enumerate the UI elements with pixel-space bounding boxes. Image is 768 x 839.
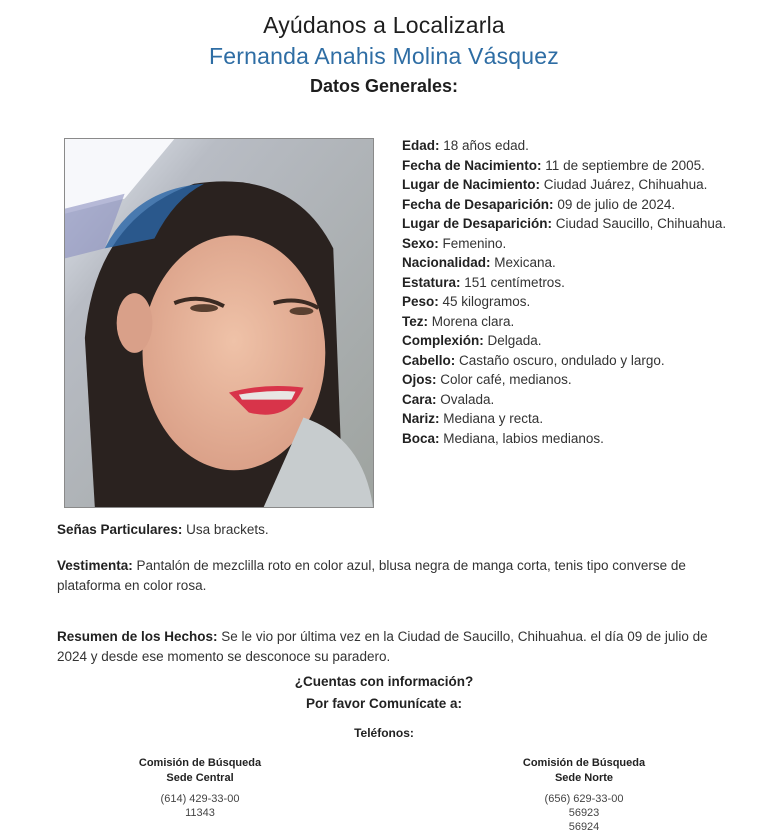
detail-eyes: Ojos: Color café, medianos. (402, 372, 572, 387)
office-north-name: Comisión de Búsqueda Sede Norte (522, 757, 646, 784)
detail-disappearance-place: Lugar de Desaparición: Ciudad Saucillo, Chihuahua. (402, 216, 727, 231)
poster-title: Ayúdanos a Localizarla (263, 12, 505, 38)
clothing-description: Vestimenta: Pantalón de mezclilla roto en color azul, blusa negra de manga corta, tenis tipo converse de plataforma en color rosa. (57, 558, 686, 593)
missing-person-name: Fernanda Anahis Molina Vásquez (209, 43, 559, 69)
detail-nationality: Nacionalidad: Mexicana. (402, 255, 556, 270)
detail-face: Cara: Ovalada. (402, 391, 495, 407)
distinctive-marks: Señas Particulares: Usa brackets. (57, 522, 269, 537)
contact-question: ¿Cuentas con información? (294, 674, 474, 689)
detail-birth-place: Lugar de Nacimiento: Ciudad Juárez, Chihuahua. (402, 177, 708, 192)
phone-extension[interactable]: 56923 (568, 807, 600, 819)
phone-number[interactable]: (656) 629-33-00 (544, 793, 624, 805)
office-north-phones (454, 792, 714, 834)
detail-height: Estatura: 151 centímetros. (402, 274, 565, 290)
detail-age: Edad: 18 años edad. (402, 138, 529, 153)
portrait-image (65, 139, 373, 507)
detail-hair: Cabello: Castaño oscuro, ondulado y largo. (402, 352, 665, 368)
detail-nose: Nariz: Mediana y recta. (402, 411, 544, 426)
detail-weight: Peso: 45 kilogramos. (402, 294, 531, 309)
detail-birth-date: Fecha de Nacimiento: 11 de septiembre de 2005. (402, 157, 705, 173)
phone-extension[interactable]: 11343 (185, 807, 215, 819)
poster-header (0, 10, 768, 99)
detail-sex: Sexo: Femenino. (402, 235, 507, 251)
detail-mouth: Boca: Mediana, labios medianos. (402, 430, 604, 446)
office-central (70, 756, 330, 820)
phone-extension[interactable]: 56924 (568, 821, 600, 833)
missing-person-photo (64, 138, 374, 508)
detail-skin-tone: Tez: Morena clara. (402, 313, 515, 329)
detail-build: Complexión: Delgada. (402, 333, 542, 348)
office-central-name: Comisión de Búsqueda Sede Central (138, 757, 262, 784)
section-title-general-data: Datos Generales: (309, 76, 459, 96)
detail-disappearance-date: Fecha de Desaparición: 09 de julio de 2024. (402, 196, 676, 212)
phone-number[interactable]: (614) 429-33-00 (160, 793, 240, 805)
office-central-phones (70, 792, 330, 820)
phones-label: Teléfonos: (354, 726, 414, 740)
general-data-list (402, 136, 742, 448)
contact-call-to-action: Por favor Comunícate a: (305, 696, 463, 711)
office-north (454, 756, 714, 834)
events-summary: Resumen de los Hechos: Se le vio por última vez en la Ciudad de Saucillo, Chihuahua. el día 09 de julio de 2024 y desde ese momento se desconoce su paradero. (57, 629, 708, 664)
